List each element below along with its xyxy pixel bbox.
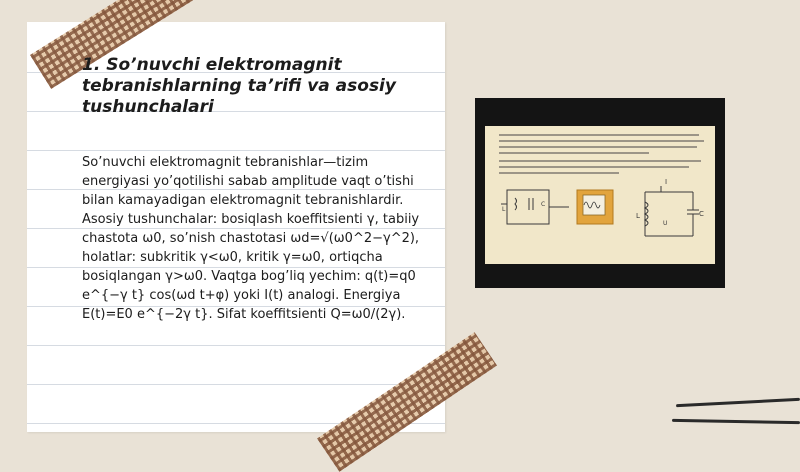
lc-circuit-left: [501, 190, 569, 224]
label-i: I: [665, 178, 668, 186]
circuit-diagram: [485, 126, 715, 264]
label-c-right: C: [699, 210, 704, 218]
slide-title: 1. So’nuvchi elektromagnit tebranishlarning ta’rifi va asosiy tushunchalari: [82, 55, 396, 117]
decorative-line: [676, 398, 800, 407]
slide-body-text: So’nuvchi elektromagnit tebranishlar—tizim energiyasi yo’qotilishi sabab amplitude vaqt o’tishi bilan kamayadigan elektromagnit tebranishlardir. Asosiy tushunchalar: bosiqlash koeffitsienti γ, tabiiy chastota ω0, so’nish chastotasi ωd=√(ω0^2−γ^2), holatlar: subkritik γ<ω0, kritik γ=ω0, ortiqcha bosiqlangan γ>ω0. Vaqtga bog’liq yechim: q(t)=q0 e^{−γ t} cos(ωd t+φ) yoki I(t) analogi. Energiya E(t)=E0 e^{−2γ t}. Sifat koeffitsienti Q=ω0/(2γ).: [82, 155, 420, 322]
circuit-illustration: [475, 98, 725, 288]
lc-circuit-right: [645, 186, 699, 236]
document-photo: [485, 126, 715, 264]
label-c-left: C: [541, 201, 546, 208]
oscilloscope: [577, 190, 613, 224]
label-l-right: L: [636, 212, 640, 220]
label-u: U: [663, 220, 668, 227]
label-l-left: L: [502, 206, 506, 213]
decorative-line: [672, 419, 800, 424]
